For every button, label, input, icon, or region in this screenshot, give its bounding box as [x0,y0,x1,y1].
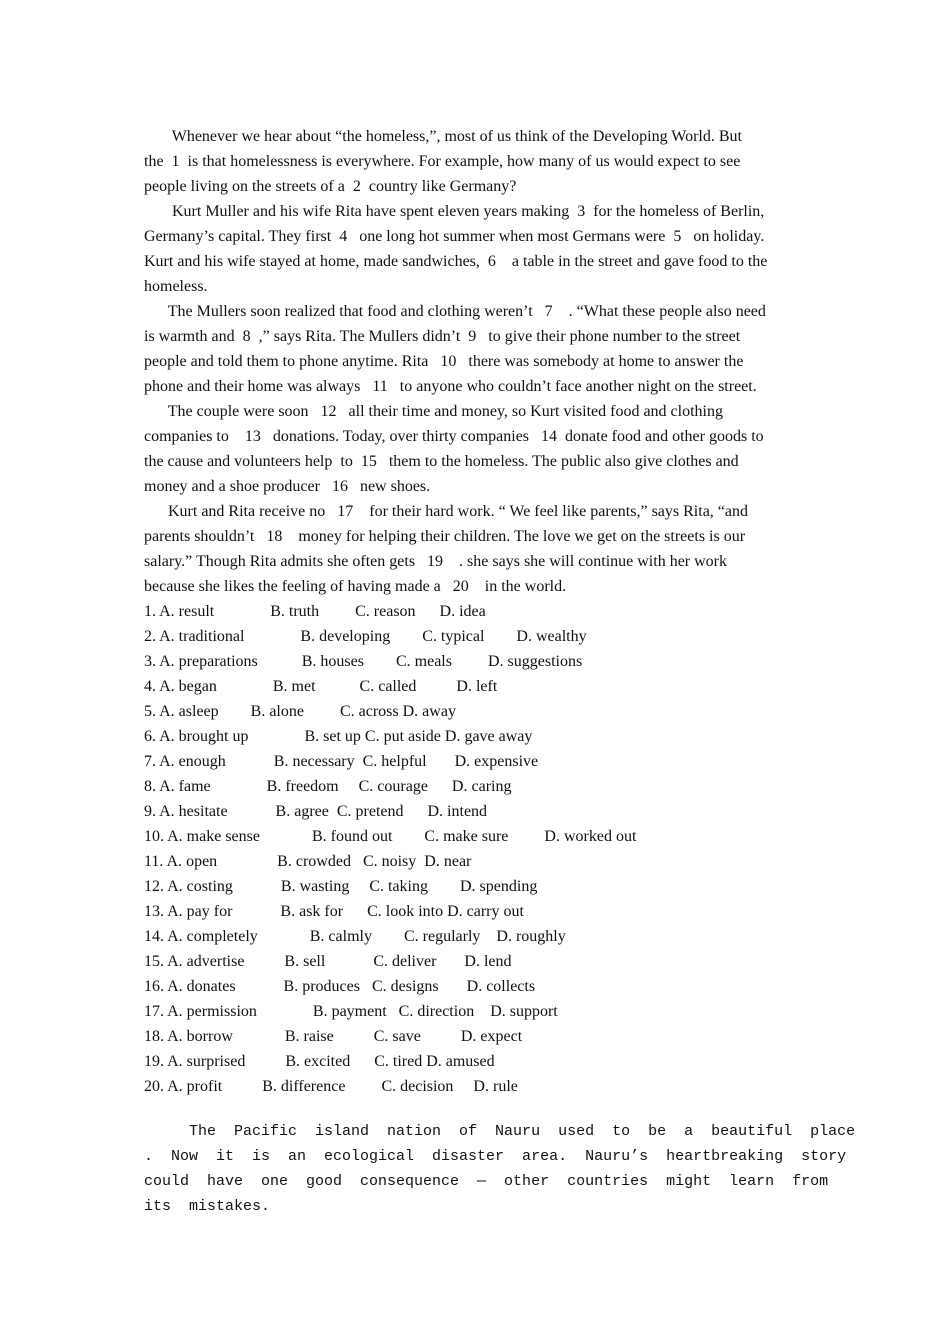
passage-line: The Mullers soon realized that food and clothing weren’t 7 . “What these people also need [144,303,766,320]
question-options: 10. A. make sense B. found out C. make sure D. worked out [144,828,637,845]
passage-line: money and a shoe producer 16 new shoes. [144,478,431,495]
passage-line: phone and their home was always 11 to anyone who couldn’t face another night on the street. [144,378,757,395]
question-options: 7. A. enough B. necessary C. helpful D. expensive [144,753,539,770]
question-options: 20. A. profit B. difference C. decision D. rule [144,1078,518,1095]
passage-nauru [144,1119,856,1219]
question-options: 8. A. fame B. freedom C. courage D. caring [144,778,512,795]
passage-line: Whenever we hear about “the homeless,”, most of us think of the Developing World. But [144,128,742,145]
passage-line: its mistakes. [144,1198,271,1215]
question-options: 16. A. donates B. produces C. designs D. collects [144,978,536,995]
question-options: 3. A. preparations B. houses C. meals D. suggestions [144,653,583,670]
passage-line: salary.” Though Rita admits she often gets 19 . she says she will continue with her work [144,553,728,570]
passage-line: because she likes the feeling of having made a 20 in the world. [144,578,567,595]
passage-line: is warmth and 8 ,” says Rita. The Mullers didn’t 9 to give their phone number to the street [144,328,741,345]
question-options: 14. A. completely B. calmly C. regularly D. roughly [144,928,566,945]
cloze-document [144,124,810,1099]
passage-line: Germany’s capital. They first 4 one long hot summer when most Germans were 5 on holiday. [144,228,765,245]
passage-line: companies to 13 donations. Today, over thirty companies 14 donate food and other goods to [144,428,764,445]
passage-line: parents shouldn’t 18 money for helping their children. The love we get on the streets is our [144,528,746,545]
passage-line: Kurt and Rita receive no 17 for their hard work. “ We feel like parents,” says Rita, “and [144,503,748,520]
passage-line: the 1 is that homelessness is everywhere. For example, how many of us would expect to see [144,153,741,170]
answer-options-list [144,599,810,1099]
question-options: 1. A. result B. truth C. reason D. idea [144,603,486,620]
passage-line: The couple were soon 12 all their time and money, so Kurt visited food and clothing [144,403,723,420]
passage-line: Kurt Muller and his wife Rita have spent eleven years making 3 for the homeless of Berlin, [144,203,765,220]
question-options: 12. A. costing B. wasting C. taking D. spending [144,878,538,895]
passage-homeless [144,124,810,599]
passage-line: the cause and volunteers help to 15 them to the homeless. The public also give clothes and [144,453,739,470]
question-options: 5. A. asleep B. alone C. across D. away [144,703,456,720]
passage-line: could have one good consequence — other countries might learn from [144,1173,829,1190]
passage-line: The Pacific island nation of Nauru used to be a beautiful place [144,1123,856,1140]
question-options: 15. A. advertise B. sell C. deliver D. lend [144,953,512,970]
question-options: 6. A. brought up B. set up C. put aside D. gave away [144,728,533,745]
question-options: 4. A. began B. met C. called D. left [144,678,498,695]
question-options: 18. A. borrow B. raise C. save D. expect [144,1028,523,1045]
question-options: 19. A. surprised B. excited C. tired D. amused [144,1053,495,1070]
question-options: 9. A. hesitate B. agree C. pretend D. intend [144,803,488,820]
passage-line: Kurt and his wife stayed at home, made sandwiches, 6 a table in the street and gave food to the [144,253,768,270]
passage-line: homeless. [144,278,208,295]
passage-line: . Now it is an ecological disaster area. Nauru’s heartbreaking story [144,1148,847,1165]
passage-line: people living on the streets of a 2 country like Germany? [144,178,517,195]
question-options: 11. A. open B. crowded C. noisy D. near [144,853,472,870]
question-options: 13. A. pay for B. ask for C. look into D. carry out [144,903,524,920]
passage-line: people and told them to phone anytime. Rita 10 there was somebody at home to answer the [144,353,744,370]
question-options: 17. A. permission B. payment C. direction D. support [144,1003,558,1020]
question-options: 2. A. traditional B. developing C. typical D. wealthy [144,628,587,645]
